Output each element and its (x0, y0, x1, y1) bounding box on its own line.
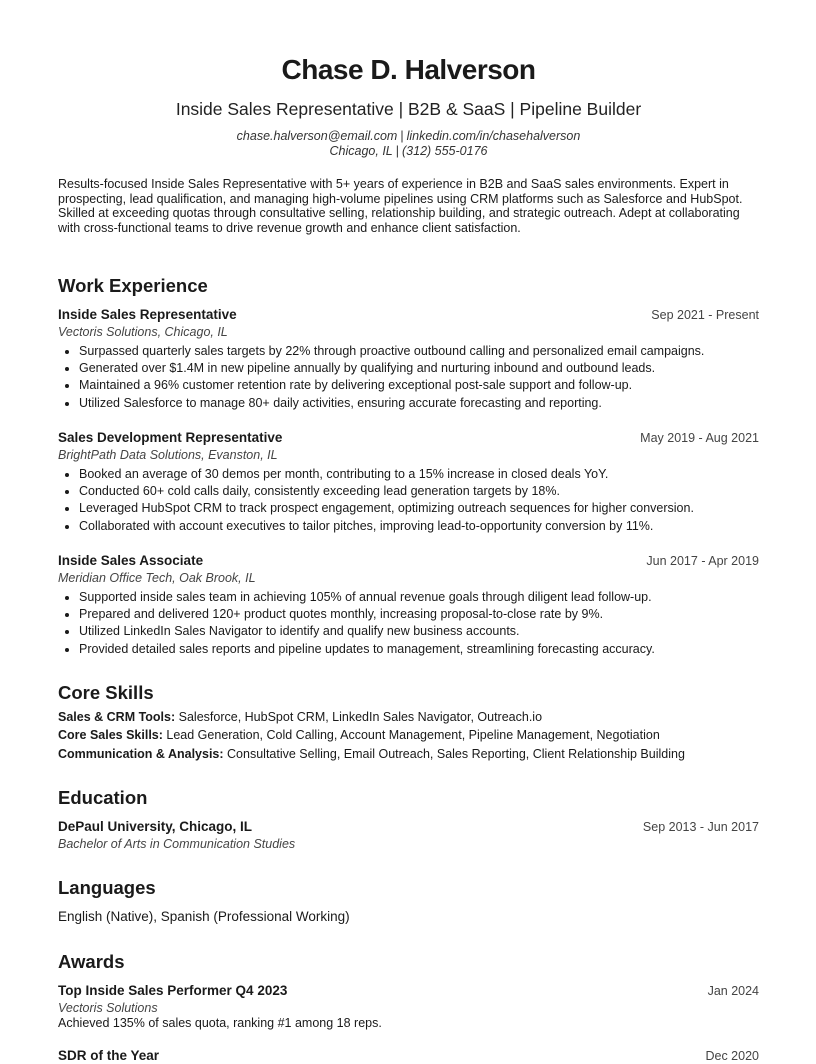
job-bullet: • Booked an average of 30 demos per month, contributing to a 15% increase in closed deals YoY. (79, 466, 780, 483)
location-text: Chicago, IL (329, 144, 393, 158)
candidate-headline: Inside Sales Representative | B2B & SaaS | Pipeline Builder (175, 99, 642, 119)
education-degree: Bachelor of Arts in Communication Studies (58, 837, 296, 851)
job-bullet: • Supported inside sales team in achieving 105% of annual revenue goals through diligent lead follow-up. (79, 589, 780, 606)
award-description: Achieved 135% of sales quota, ranking #1 among 18 reps. (58, 1016, 382, 1030)
section-title-languages: Languages (58, 877, 156, 898)
candidate-name: Chase D. Halverson (281, 54, 536, 85)
contact-line-2 (58, 144, 759, 159)
job-dates: Sep 2021 - Present (651, 308, 759, 322)
job-title: Inside Sales Representative (58, 307, 237, 322)
job-bullet: • Generated over $1.4M in new pipeline annually by qualifying and nurturing inbound and outbound leads. (79, 360, 780, 377)
education-school: DePaul University, Chicago, IL (58, 819, 253, 834)
job-bullets (58, 343, 780, 412)
skill-label: Sales & CRM Tools: (58, 710, 176, 724)
job-bullet: • Utilized LinkedIn Sales Navigator to identify and qualify new business accounts. (79, 623, 780, 640)
skill-label: Communication & Analysis: (58, 747, 224, 761)
award-org: Vectoris Solutions (58, 1001, 158, 1015)
job-dates: May 2019 - Aug 2021 (640, 431, 759, 445)
section-title-skills: Core Skills (58, 682, 154, 703)
skill-line (58, 747, 685, 762)
job-title: Sales Development Representative (58, 430, 283, 445)
skill-value: Salesforce, HubSpot CRM, LinkedIn Sales Navigator, Outreach.io (178, 710, 543, 724)
job-bullet: • Surpassed quarterly sales targets by 22% through proactive outbound calling and personalized email campaigns. (79, 343, 780, 360)
section-title-experience: Work Experience (58, 275, 208, 296)
languages-text: English (Native), Spanish (Professional Working) (58, 909, 350, 924)
skill-line (58, 728, 660, 743)
job-bullet: • Collaborated with account executives to tailor pitches, improving lead-to-opportunity conversion by 11%. (79, 518, 780, 535)
skill-value: Consultative Selling, Email Outreach, Sales Reporting, Client Relationship Building (227, 747, 685, 761)
job-bullet: • Maintained a 96% customer retention rate by delivering exceptional post-sale support and follow-up. (79, 377, 780, 394)
job-company: Meridian Office Tech, Oak Brook, IL (58, 571, 256, 585)
award-date: Jan 2024 (707, 984, 759, 998)
skill-line (58, 710, 542, 725)
job-bullet: • Conducted 60+ cold calls daily, consistently exceeding lead generation targets by 18%. (79, 483, 780, 500)
job-bullet: • Prepared and delivered 120+ product quotes monthly, increasing proposal-to-close rate by 9%. (79, 606, 780, 623)
professional-summary: Results-focused Inside Sales Representative with 5+ years of experience in B2B and SaaS sales environments. Expert in prospecting, lead qualification, and managing high-volume pipelines using CRM platforms such as Salesforce and HubSpot. Skilled at exceeding quotas through consultative selling, relationship building, and strategic outreach. Adept at collaborating with cross-functional teams to drive revenue growth and enhance client satisfaction. (58, 177, 743, 235)
skill-value: Lead Generation, Cold Calling, Account Management, Pipeline Management, Negotiation (166, 728, 660, 742)
section-title-awards: Awards (58, 951, 125, 972)
award-title: Top Inside Sales Performer Q4 2023 (58, 983, 288, 998)
job-bullet: • Provided detailed sales reports and pipeline updates to management, streamlining forecasting accuracy. (79, 641, 780, 658)
phone-text: (312) 555-0176 (402, 144, 488, 158)
section-title-education: Education (58, 787, 148, 808)
education-dates: Sep 2013 - Jun 2017 (642, 820, 759, 834)
job-bullets (58, 589, 780, 658)
job-title: Inside Sales Associate (58, 553, 204, 568)
job-company: BrightPath Data Solutions, Evanston, IL (58, 448, 278, 462)
job-bullets (58, 466, 780, 535)
job-company: Vectoris Solutions, Chicago, IL (58, 325, 228, 339)
linkedin-link[interactable]: linkedin.com/in/chasehalverson (406, 129, 581, 143)
contact-separator: | (400, 129, 404, 143)
award-title: SDR of the Year (58, 1048, 160, 1063)
job-dates: Jun 2017 - Apr 2019 (646, 554, 759, 568)
award-date: Dec 2020 (705, 1049, 759, 1063)
email-link[interactable]: chase.halverson@email.com (236, 129, 398, 143)
job-bullet: • Leveraged HubSpot CRM to track prospect engagement, optimizing outreach sequences for higher conversion. (79, 500, 780, 517)
job-bullet: • Utilized Salesforce to manage 80+ daily activities, ensuring accurate forecasting and reporting. (79, 395, 780, 412)
contact-line-1 (58, 129, 759, 144)
skill-label: Core Sales Skills: (58, 728, 163, 742)
contact-separator: | (395, 144, 399, 158)
